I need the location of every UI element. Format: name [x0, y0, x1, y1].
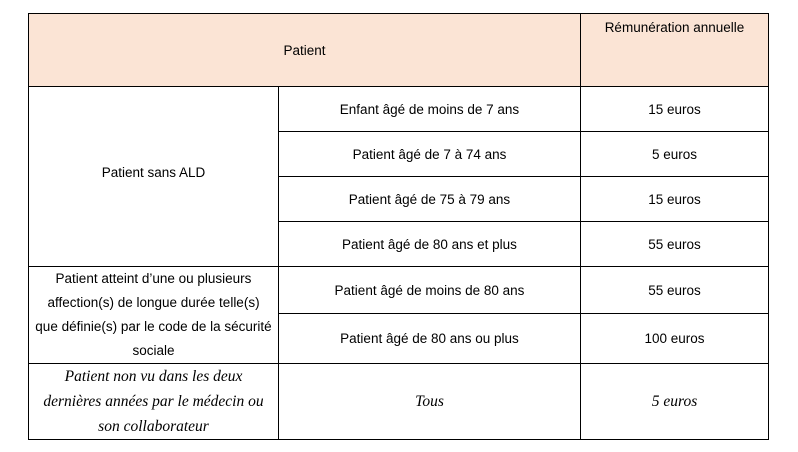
amount-cell: 55 euros	[581, 222, 769, 267]
category-cell: Enfant âgé de moins de 7 ans	[279, 87, 581, 132]
table-row	[29, 364, 769, 440]
group-label-ald: Patient atteint d’une ou plusieurs affection(s) de longue durée telle(s) que définie(s) par le code de la sécurité sociale	[29, 267, 279, 364]
category-cell: Patient âgé de moins de 80 ans	[279, 267, 581, 314]
header-remuneration: Rémunération annuelle	[581, 14, 769, 87]
category-cell: Patient âgé de 80 ans ou plus	[279, 314, 581, 364]
amount-cell: 15 euros	[581, 177, 769, 222]
amount-cell: 55 euros	[581, 267, 769, 314]
category-cell: Patient âgé de 7 à 74 ans	[279, 132, 581, 177]
amount-cell: 5 euros	[581, 364, 769, 440]
amount-cell: 5 euros	[581, 132, 769, 177]
category-cell: Tous	[279, 364, 581, 440]
header-patient: Patient	[29, 14, 581, 87]
amount-cell: 100 euros	[581, 314, 769, 364]
group-label-sans-ald: Patient sans ALD	[29, 87, 279, 267]
table-row	[29, 87, 769, 132]
group-label-non-vu: Patient non vu dans les deux dernières années par le médecin ou son collaborateur	[29, 364, 279, 440]
table-row	[29, 267, 769, 314]
amount-cell: 15 euros	[581, 87, 769, 132]
category-cell: Patient âgé de 75 à 79 ans	[279, 177, 581, 222]
category-cell: Patient âgé de 80 ans et plus	[279, 222, 581, 267]
table-header-row	[29, 14, 769, 87]
remuneration-table	[28, 13, 769, 440]
